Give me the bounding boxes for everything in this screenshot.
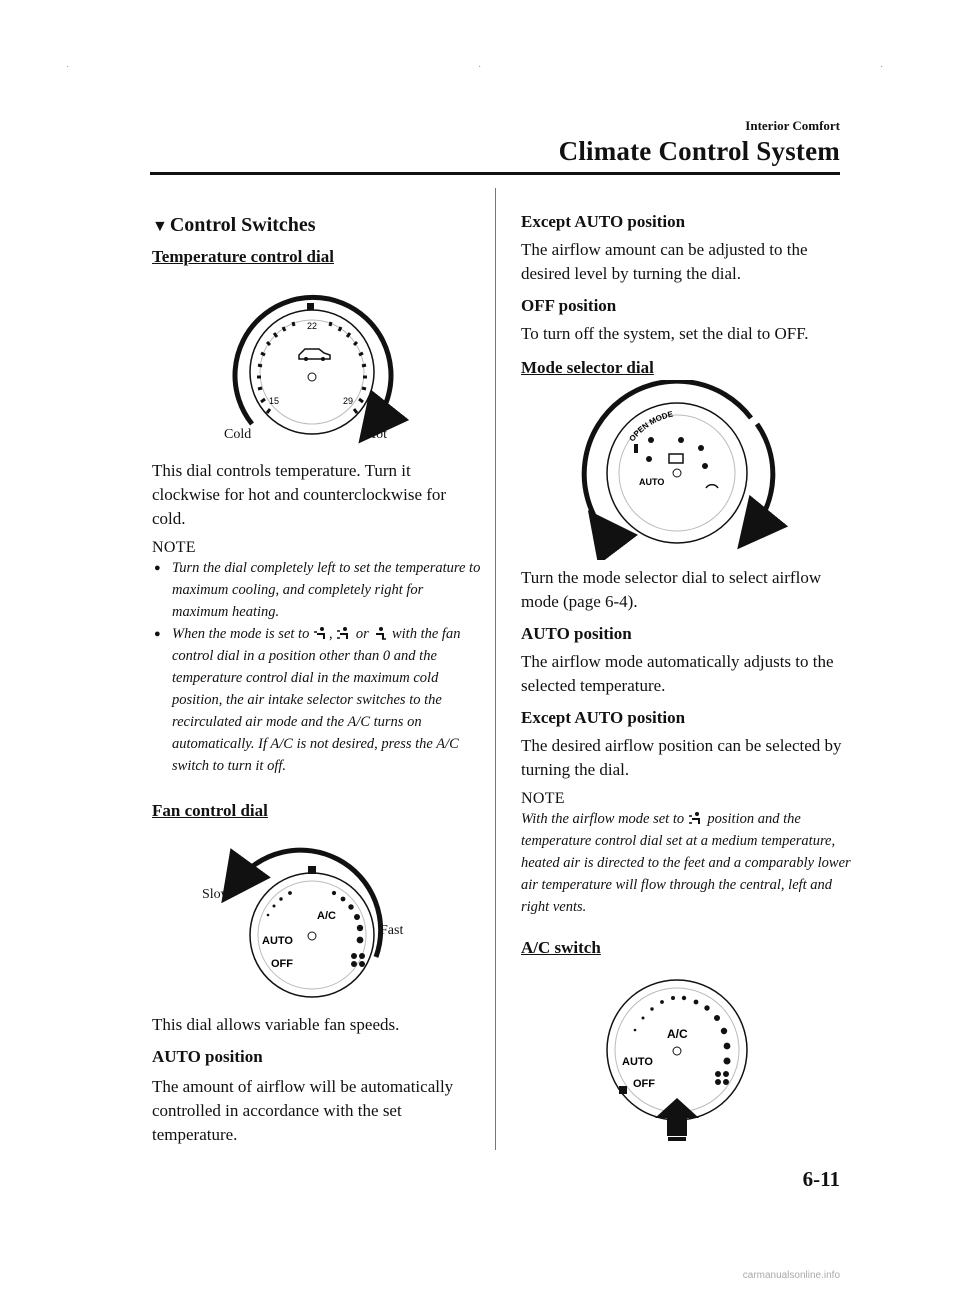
bullet-icon: ● <box>154 628 161 640</box>
bullet-icon: ● <box>154 562 161 574</box>
vent-mode-icon <box>313 626 329 640</box>
fan-dial-svg <box>152 823 482 1001</box>
temperature-dial-svg <box>152 269 482 449</box>
auto-mark: AUTO <box>262 935 293 947</box>
section-heading: ▼ Control Switches <box>152 214 316 236</box>
mode-except-title: Except AUTO position <box>521 708 686 727</box>
ac-mark: A/C <box>667 1027 688 1041</box>
off-position-body: To turn off the system, set the dial to OFF. <box>521 324 809 343</box>
mode-dial-body: Turn the mode selector dial to select airflow mode (page 6-4). <box>521 568 822 611</box>
except-auto-body: The airflow amount can be adjusted to the desired level by turning the dial. <box>521 240 808 283</box>
tick-22: 22 <box>306 321 318 331</box>
watermark: carmanualsonline.info <box>742 1270 840 1281</box>
ac-mark: A/C <box>317 910 336 922</box>
right-column <box>521 212 851 1146</box>
mode-except-body: The desired airflow position can be selected by turning the dial. <box>521 736 842 779</box>
off-mark: OFF <box>633 1078 655 1090</box>
fan-dial-body: This dial allows variable fan speeds. <box>152 1015 400 1034</box>
auto-mark: AUTO <box>622 1056 653 1068</box>
crop-mark: · <box>478 62 482 73</box>
mode-auto-title: AUTO position <box>521 624 632 643</box>
mode-note-body: With the airflow mode set to position and the temperature control dial set at a medium temperature, heated air is directed to the feet and a comparably lower air temperature will flow through the central, left and right vents. <box>521 811 851 915</box>
fan-auto-body: The amount of airflow will be automatically controlled in accordance with the set temperature. <box>152 1077 454 1144</box>
hot-label: Hot <box>366 427 387 442</box>
header-rule <box>150 172 840 175</box>
note-title: NOTE <box>152 539 196 556</box>
tick-15: 15 <box>268 396 280 406</box>
fast-label: Fast <box>380 923 404 938</box>
mode-dial-svg <box>521 380 851 560</box>
open-mode-mark: OPEN MODE <box>627 409 674 444</box>
bi-level-mode-icon <box>688 811 704 825</box>
off-mark: OFF <box>271 958 293 970</box>
mode-auto-body: The airflow mode automatically adjusts to the selected temperature. <box>521 652 834 695</box>
crop-mark: · <box>66 62 70 73</box>
ac-switch-figure <box>521 966 851 1146</box>
note-item: ● Turn the dial completely left to set the temperature to maximum cooling, and completely right for maximum heating. <box>152 557 482 623</box>
off-position-title: OFF position <box>521 296 617 315</box>
temperature-dial-body: This dial controls temperature. Turn it clockwise for hot and counterclockwise for cold. <box>152 461 447 528</box>
temperature-dial-title: Temperature control dial <box>152 247 334 266</box>
ac-switch-svg <box>521 966 851 1146</box>
crop-mark: · <box>880 62 884 73</box>
fan-dial-title: Fan control dial <box>152 801 268 820</box>
tick-29: 29 <box>342 396 354 406</box>
floor-mode-icon <box>372 626 388 640</box>
mode-dial-figure <box>521 380 851 560</box>
triangle-icon: ▼ <box>152 218 168 235</box>
bi-level-mode-icon <box>336 626 352 640</box>
note-item: ● When the mode is set to , or with the fan control dial in a position other than 0 and the temperature control dial in the maximum cold position, the air intake selector switches to the recirculated air mode and the A/C turns on automatically. If A/C is not desired, press the A/C switch to turn it off. <box>152 623 482 777</box>
note-title: NOTE <box>521 790 565 807</box>
except-auto-title: Except AUTO position <box>521 212 686 231</box>
temperature-dial-figure <box>152 269 482 449</box>
fan-dial-figure <box>152 823 482 1001</box>
slow-label: Slow <box>202 887 231 902</box>
left-column <box>152 214 482 1147</box>
cold-label: Cold <box>224 427 252 442</box>
fan-auto-title: AUTO position <box>152 1047 263 1066</box>
column-divider <box>495 188 496 1150</box>
page-number: 6-11 <box>802 1167 840 1191</box>
auto-mark: AUTO <box>639 477 665 487</box>
mode-dial-title: Mode selector dial <box>521 358 654 377</box>
page-title: Climate Control System <box>558 136 840 166</box>
section-label: Interior Comfort <box>745 118 840 133</box>
ac-switch-title: A/C switch <box>521 938 601 957</box>
